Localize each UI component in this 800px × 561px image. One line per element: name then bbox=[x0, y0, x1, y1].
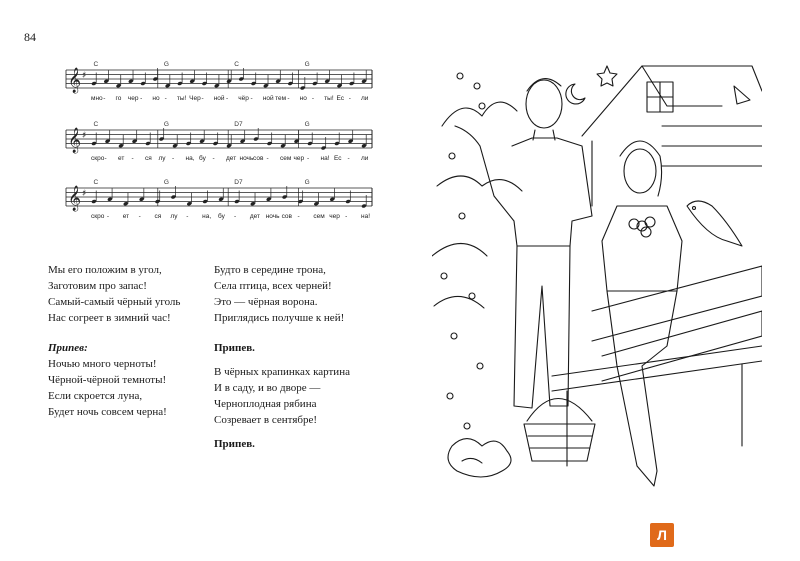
lyric-syllable: на, bbox=[185, 155, 195, 162]
rowan-bush-drawing bbox=[432, 73, 522, 429]
woman-figure bbox=[602, 141, 682, 486]
chord-symbol: G bbox=[304, 61, 310, 68]
basket-drawing bbox=[524, 399, 595, 462]
refrain-label: Припев: bbox=[48, 342, 88, 354]
lyric-syllable: скро bbox=[91, 155, 105, 162]
lyric-syllable: Чер bbox=[189, 95, 201, 102]
verse-line: Нас согреет в зимний час! bbox=[48, 312, 171, 324]
lyric-syllable: - bbox=[226, 95, 229, 102]
lyric-syllable: - bbox=[345, 213, 348, 220]
page-number: 84 bbox=[24, 30, 36, 44]
lyric-syllable: - bbox=[186, 213, 189, 220]
man-figure bbox=[455, 79, 592, 408]
treble-clef-icon: 𝄞 bbox=[68, 186, 82, 211]
lyric-syllable: го bbox=[115, 95, 122, 102]
publisher-logo: Л bbox=[650, 523, 674, 547]
verse-line: И в саду, и во дворе — bbox=[214, 382, 321, 394]
verse-line: В чёрных крапинках картина bbox=[214, 366, 350, 378]
lyric-syllable: ет bbox=[122, 213, 130, 220]
chord-symbol: G bbox=[304, 179, 310, 186]
refrain-reference: Припев. bbox=[214, 438, 255, 450]
treble-clef-icon: 𝄞 bbox=[68, 68, 82, 93]
verse-line: Созревает в сентябре! bbox=[214, 414, 318, 426]
star-icon bbox=[597, 66, 617, 86]
lyric-syllable: чер bbox=[127, 95, 139, 102]
lyric-syllable: Ес bbox=[336, 95, 344, 102]
lyric-syllable: сов bbox=[253, 155, 264, 162]
lyric-syllable: ной bbox=[213, 95, 225, 102]
lyric-syllable: ли bbox=[361, 155, 369, 162]
lyric-syllable: ся bbox=[154, 213, 162, 220]
lyric-syllable: сем bbox=[280, 155, 292, 162]
lyric-syllable: ет bbox=[118, 155, 125, 162]
house-drawing bbox=[582, 66, 762, 206]
chord-symbol: C bbox=[234, 61, 240, 68]
lyric-syllable: - bbox=[106, 213, 110, 220]
verse-line: Самый-самый чёрный уголь bbox=[48, 296, 181, 308]
chord-symbol: C bbox=[93, 61, 99, 68]
chord-symbol: G bbox=[163, 179, 169, 186]
lyric-syllable: на! bbox=[361, 213, 371, 220]
lyric-syllable: - bbox=[287, 95, 290, 102]
lyric-syllable: но bbox=[299, 95, 307, 102]
verse-line: Черноплодная рябина bbox=[214, 398, 317, 410]
lyric-syllable: - bbox=[104, 155, 107, 162]
chord-symbol: D7 bbox=[234, 121, 243, 128]
lyrics-left-column bbox=[48, 262, 180, 420]
moon-icon bbox=[566, 84, 585, 104]
lyric-syllable: мно bbox=[91, 95, 103, 102]
coloring-illustration bbox=[432, 46, 762, 511]
lyric-syllable: чёр bbox=[238, 95, 249, 102]
key-signature-sharp: ♯ bbox=[82, 71, 87, 81]
key-signature-sharp: ♯ bbox=[82, 131, 87, 141]
lyric-syllable: - bbox=[103, 95, 106, 102]
lyric-syllable: но bbox=[152, 95, 160, 102]
music-staves bbox=[54, 56, 384, 246]
chord-symbol: G bbox=[163, 61, 169, 68]
refrain-line: Ночью много черноты! bbox=[48, 358, 157, 370]
lyric-syllable: - bbox=[347, 155, 350, 162]
lyric-syllable: на, bbox=[202, 213, 212, 220]
lyric-syllable: дет bbox=[226, 155, 237, 162]
lyric-syllable: - bbox=[250, 95, 253, 102]
lyric-syllable: Ес bbox=[334, 155, 342, 162]
lyric-syllable: - bbox=[172, 155, 175, 162]
leaves-drawing bbox=[448, 439, 511, 478]
chord-symbol: G bbox=[163, 121, 169, 128]
sheet-music bbox=[54, 56, 384, 246]
lyric-syllable: - bbox=[138, 213, 141, 220]
lyric-syllable: тем bbox=[275, 95, 287, 102]
chord-symbol: G bbox=[304, 121, 310, 128]
lyric-syllable: скро bbox=[91, 213, 105, 220]
verse-line: Приглядись получше к ней! bbox=[214, 312, 345, 324]
lyric-syllable: бу bbox=[199, 155, 206, 162]
treble-clef-icon: 𝄞 bbox=[68, 128, 82, 153]
lyric-syllable: - bbox=[212, 155, 215, 162]
verse-line: Это — чёрная ворона. bbox=[214, 296, 318, 308]
lyric-syllable: - bbox=[164, 95, 167, 102]
lyric-syllable: ты! bbox=[176, 95, 187, 102]
lyric-syllable: - bbox=[307, 155, 310, 162]
lyrics-right-column bbox=[214, 262, 350, 452]
lyric-syllable: сем bbox=[313, 213, 325, 220]
lyric-syllable: - bbox=[266, 155, 269, 162]
refrain-line: Если скроется луна, bbox=[48, 390, 143, 402]
lyric-syllable: - bbox=[348, 95, 351, 102]
chord-symbol: C bbox=[93, 179, 99, 186]
crow-figure bbox=[687, 201, 742, 246]
verse-line: Села птица, всех черней! bbox=[214, 280, 332, 292]
refrain-line: Чёрной-чёрной темноты! bbox=[48, 374, 167, 386]
lyric-syllable: - bbox=[201, 95, 204, 102]
lyric-syllable: сов bbox=[281, 213, 292, 220]
lyric-syllable: лу bbox=[170, 213, 178, 220]
lyric-syllable: лу bbox=[158, 155, 166, 162]
lyric-syllable: - bbox=[140, 95, 143, 102]
verse-line: Будто в середине трона, bbox=[214, 264, 326, 276]
lyric-syllable: дет bbox=[249, 213, 260, 220]
lyric-syllable: бу bbox=[218, 213, 225, 220]
lyric-syllable: - bbox=[297, 213, 300, 220]
key-signature-sharp: ♯ bbox=[82, 189, 87, 199]
lyric-syllable: - bbox=[131, 155, 134, 162]
lyric-syllable: ты! bbox=[324, 95, 334, 102]
lyric-syllable: ночь bbox=[265, 213, 280, 220]
verse-line: Мы его положим в угол, bbox=[48, 264, 162, 276]
lyric-syllable: чер bbox=[293, 155, 305, 162]
lyric-syllable: чер bbox=[329, 213, 340, 220]
refrain-line: Будет ночь совсем черна! bbox=[48, 406, 167, 418]
lyric-syllable: ли bbox=[361, 95, 369, 102]
refrain-reference: Припев. bbox=[214, 342, 255, 354]
lyric-syllable: ночь bbox=[239, 155, 254, 162]
lyric-syllable: ся bbox=[145, 155, 152, 162]
verse-line: Заготовим про запас! bbox=[48, 280, 147, 292]
chord-symbol: C bbox=[93, 121, 99, 128]
lyric-syllable: - bbox=[233, 213, 237, 220]
lyric-syllable: ной bbox=[262, 95, 274, 102]
lyric-syllable: - bbox=[311, 95, 315, 102]
chord-symbol: D7 bbox=[234, 179, 243, 186]
lyric-syllable: на! bbox=[320, 155, 330, 162]
